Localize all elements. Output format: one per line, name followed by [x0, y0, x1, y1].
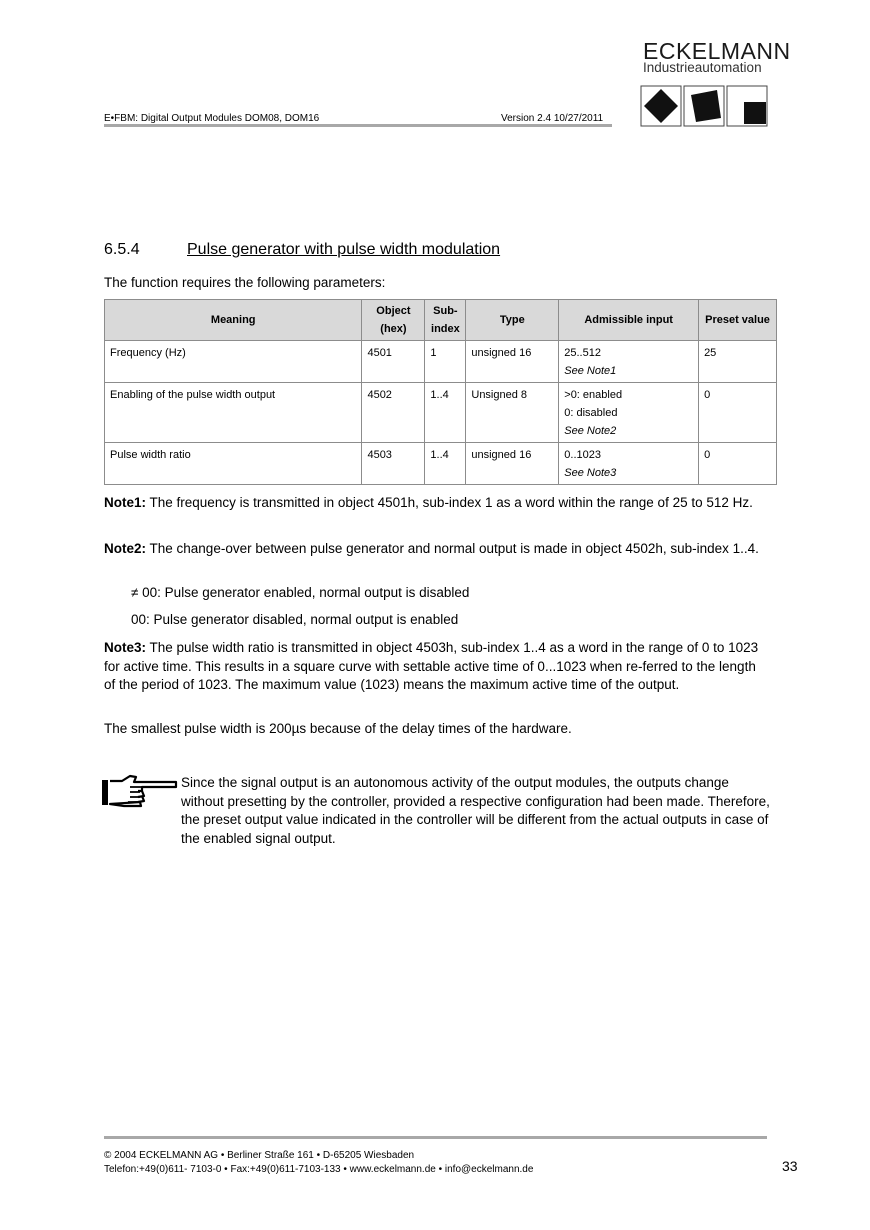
table-row	[105, 383, 777, 443]
note1-text: The frequency is transmitted in object 4501h, sub-index 1 as a word within the range of 25 to 512 Hz.	[146, 495, 753, 510]
admissible-line: 25..512	[564, 347, 601, 359]
header-admissible: Admissible input	[559, 300, 699, 341]
note3-paragraph	[104, 639, 770, 695]
admissible-note-ref: See Note1	[564, 365, 617, 377]
table-row	[105, 341, 777, 383]
section-intro: The function requires the following parameters:	[104, 275, 386, 290]
header-object	[362, 300, 425, 341]
admissible-line: 0: disabled	[564, 407, 618, 419]
header-object-line1: Object	[376, 305, 411, 317]
footer-divider	[104, 1136, 767, 1139]
note1-label: Note1:	[104, 495, 147, 510]
pointing-hand-icon	[100, 773, 178, 813]
cell-meaning: Frequency (Hz)	[105, 341, 362, 383]
cell-object: 4501	[362, 341, 425, 383]
note3-text: The pulse width ratio is transmitted in object 4503h, sub-index 1..4 as a word in the range of 0 to 1023 for active time. This results in a square curve with settable active time of 0...1023 when re-ferred to the length of the period of 1023. The maximum value (1023) means the maximum active time of the output.	[104, 640, 759, 692]
admissible-note-ref: See Note2	[564, 425, 617, 437]
smallest-pulse-paragraph: The smallest pulse width is 200µs because of the delay times of the hardware.	[104, 721, 572, 736]
cell-preset: 0	[699, 443, 777, 485]
header-divider	[104, 124, 612, 127]
footer-address: © 2004 ECKELMANN AG • Berliner Straße 161 • D-65205 Wiesbaden	[104, 1150, 415, 1161]
cell-subindex: 1..4	[425, 383, 466, 443]
admissible-line: 0..1023	[564, 449, 601, 461]
header-object-line2: (hex)	[380, 323, 407, 335]
cell-meaning: Enabling of the pulse width output	[105, 383, 362, 443]
header-type: Type	[466, 300, 559, 341]
header-sub-line1: Sub-	[433, 305, 458, 317]
note2-text: The change-over between pulse generator and normal output is made in object 4502h, sub-index 1..4.	[146, 541, 759, 556]
section-number: 6.5.4	[104, 241, 140, 258]
table-header-row	[105, 300, 777, 341]
section-title: Pulse generator with pulse width modulation	[187, 241, 501, 258]
hint-text: Since the signal output is an autonomous activity of the output modules, the outputs change without presetting by the controller, provided a respective configuration had been made. Therefore, the preset output value indicated in the controller will be different from the actual outputs in case of the enabled signal output.	[181, 775, 770, 846]
footer-contact: Telefon:+49(0)611- 7103-0 • Fax:+49(0)611-7103-133 • www.eckelmann.de • info@eckelmann.de	[104, 1164, 534, 1175]
admissible-note-ref: See Note3	[564, 467, 617, 479]
document-title: E•FBM: Digital Output Modules DOM08, DOM16	[104, 113, 320, 124]
cell-type: unsigned 16	[466, 443, 559, 485]
admissible-line: >0: enabled	[564, 389, 623, 401]
note2-option-disabled: 00: Pulse generator disabled, normal output is enabled	[131, 612, 459, 627]
table-row	[105, 443, 777, 485]
note1-paragraph	[104, 494, 770, 513]
parameter-table	[104, 299, 777, 485]
cell-preset: 0	[699, 383, 777, 443]
note3-label: Note3:	[104, 640, 147, 655]
cell-meaning: Pulse width ratio	[105, 443, 362, 485]
cell-subindex: 1	[425, 341, 466, 383]
brand-subtitle: Industrieautomation	[643, 60, 762, 75]
note2-option-enabled: ≠ 00: Pulse generator enabled, normal output is disabled	[131, 585, 470, 600]
brand-name: ECKELMANN	[643, 38, 791, 64]
note2-label: Note2:	[104, 541, 147, 556]
page-number: 33	[782, 1158, 798, 1174]
cell-type: unsigned 16	[466, 341, 559, 383]
cell-admissible	[559, 341, 699, 383]
cell-object: 4502	[362, 383, 425, 443]
header-preset: Preset value	[699, 300, 777, 341]
brand-logo-squares-icon	[640, 85, 768, 127]
cell-preset: 25	[699, 341, 777, 383]
cell-admissible	[559, 443, 699, 485]
header-meaning: Meaning	[105, 300, 362, 341]
document-version: Version 2.4 10/27/2011	[501, 113, 604, 124]
header-sub-line2: index	[431, 323, 460, 335]
cell-admissible	[559, 383, 699, 443]
cell-type: Unsigned 8	[466, 383, 559, 443]
cell-object: 4503	[362, 443, 425, 485]
header-subindex	[425, 300, 466, 341]
cell-subindex: 1..4	[425, 443, 466, 485]
note2-paragraph	[104, 540, 770, 559]
